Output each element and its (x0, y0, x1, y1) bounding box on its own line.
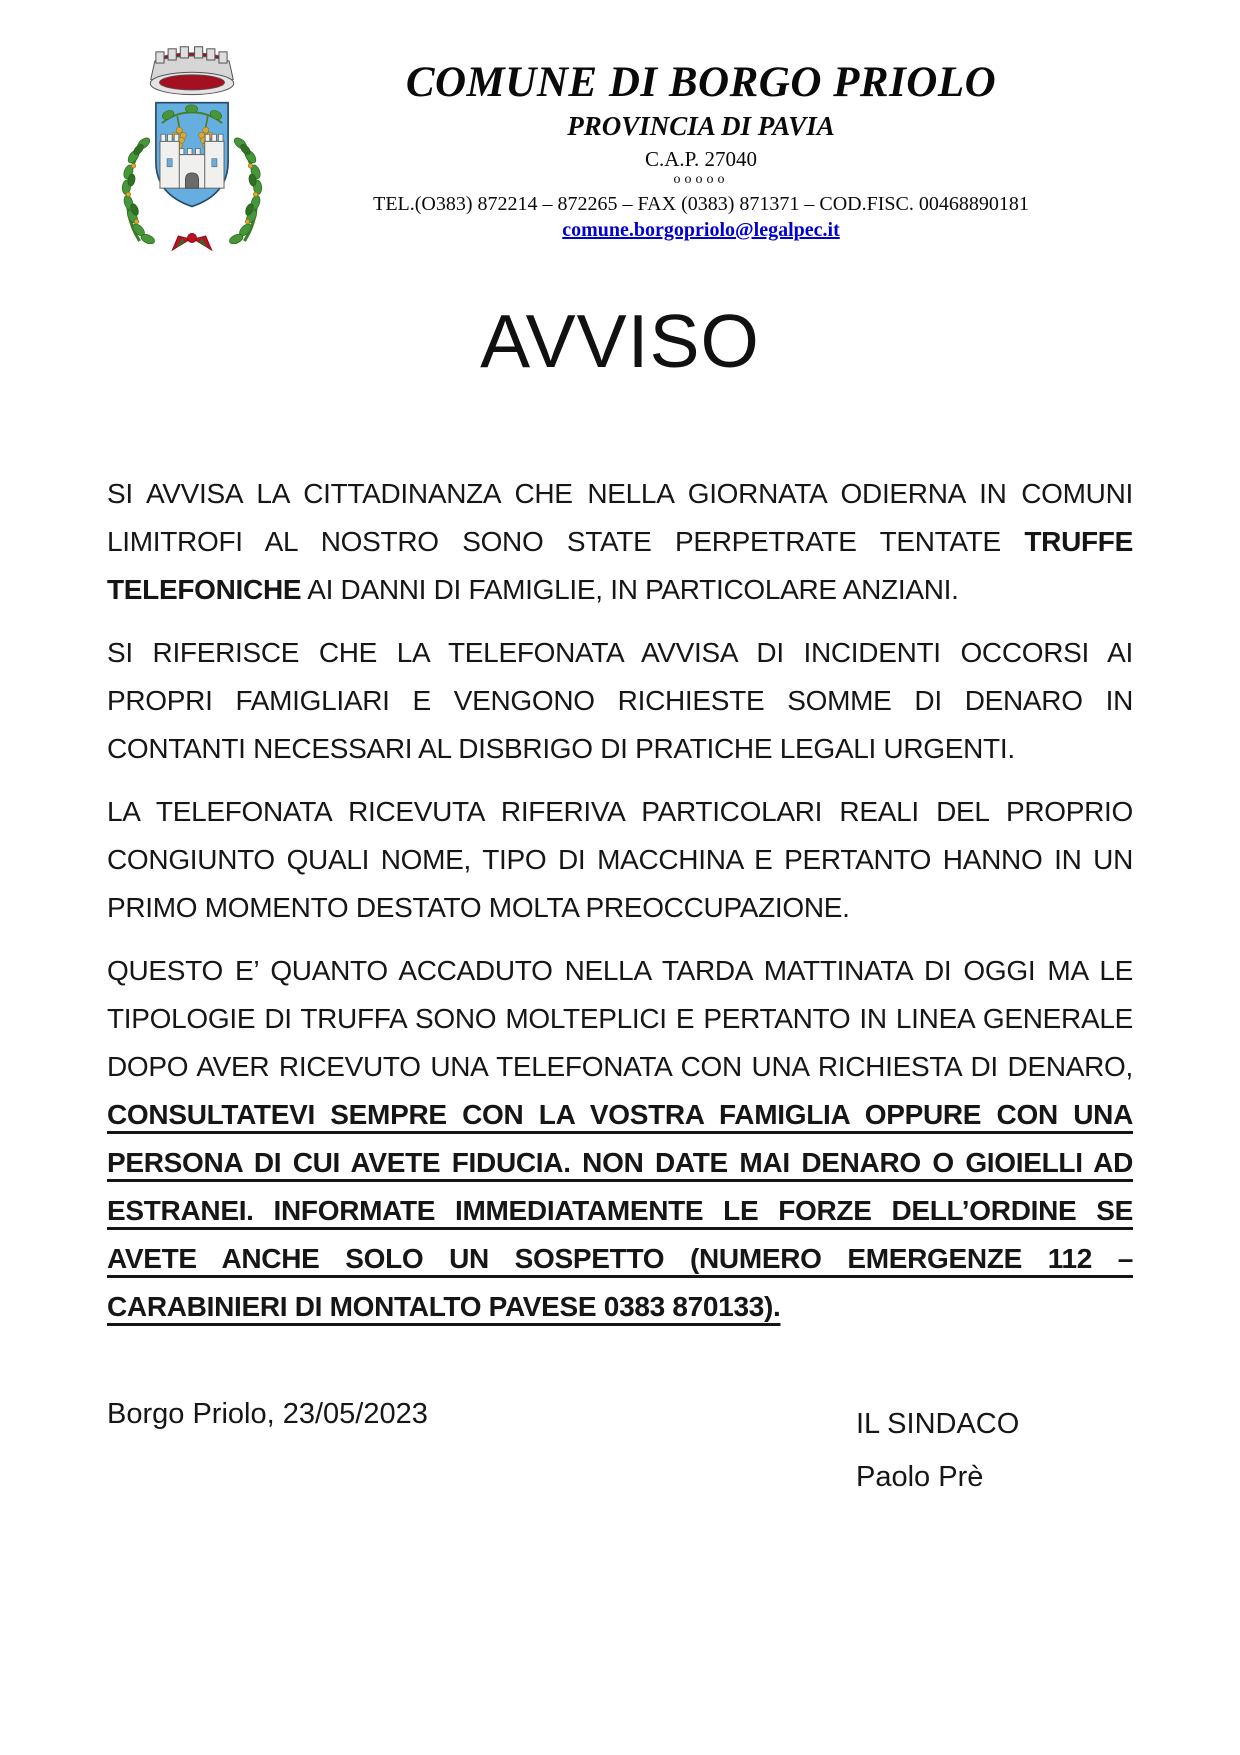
signature-block (856, 1398, 1019, 1504)
paragraph-2 (107, 629, 1133, 773)
notice-body (107, 470, 1133, 1346)
paragraph-1-text: SI AVVISA LA CITTADINANZA CHE NELLA GIORNATA ODIERNA IN COMUNI LIMITROFI AL NOSTRO SONO STATE PERPETRATE TENTATE (107, 478, 1133, 557)
signature-title: IL SINDACO (856, 1408, 1020, 1440)
contact-line: TEL.(O383) 872214 – 872265 – FAX (0383) 871371 – COD.FISC. 00468890181 (373, 193, 1029, 216)
page-title: AVVISO (480, 299, 760, 383)
municipal-coat-of-arms (103, 44, 281, 254)
paragraph-4 (107, 947, 1133, 1331)
shield-icon (156, 103, 228, 207)
signature-name: Paolo Prè (856, 1461, 984, 1493)
email-link[interactable]: comune.borgopriolo@legalpec.it (562, 219, 840, 242)
mural-crown-icon (150, 47, 233, 95)
paragraph-3-text: LA TELEFONATA RICEVUTA RIFERIVA PARTICOLARI REALI DEL PROPRIO CONGIUNTO QUALI NOME, TIPO DI MACCHINA E PERTANTO HANNO IN UN PRIMO MOMENTO DESTATO MOLTA PREOCCUPAZIONE. (107, 796, 1133, 923)
paragraph-1 (107, 470, 1133, 614)
letterhead (330, 58, 1072, 242)
paragraph-1-text-end: AI DANNI DI FAMIGLIE, IN PARTICOLARE ANZIANI. (301, 574, 959, 605)
email-row (330, 219, 1072, 242)
province-name: PROVINCIA DI PAVIA (567, 111, 835, 142)
postal-code: C.A.P. 27040 (644, 147, 758, 172)
paragraph-1-bold-text: TRUFFE TELEFONICHE (107, 526, 1133, 605)
paragraph-2-text: SI RIFERISCE CHE LA TELEFONATA AVVISA DI INCIDENTI OCCORSI AI PROPRI FAMIGLIARI E VENGONO RICHIESTE SOMME DI DENARO IN CONTANTI NECESSARI AL DISBRIGO DI PRATICHE LEGALI URGENTI. (107, 637, 1133, 764)
paragraph-4-text: QUESTO E’ QUANTO ACCADUTO NELLA TARDA MATTINATA DI OGGI MA LE TIPOLOGIE DI TRUFFA SONO MOLTEPLICI E PERTANTO IN LINEA GENERALE DOPO AVER RICEVUTO UNA TELEFONATA CON UNA RICHIESTA DI DENARO, (107, 955, 1133, 1082)
separator-dots: ooooo (673, 172, 729, 188)
paragraph-4-warning-text: CONSULTATEVI SEMPRE CON LA VOSTRA FAMIGLIA OPPURE CON UNA PERSONA DI CUI AVETE FIDUCIA. NON DATE MAI DENARO O GIOIELLI AD ESTRANEI. INFORMATE IMMEDIATAMENTE LE FORZE DELL’ORDINE SE AVETE ANCHE SOLO UN SOSPETTO (NUMERO EMERGENZE 112 – CARABINIERI DI MONTALTO PAVESE 0383 870133). (107, 1099, 1133, 1322)
ribbon-icon (172, 233, 212, 250)
place-and-date: Borgo Priolo, 23/05/2023 (107, 1398, 428, 1430)
paragraph-3 (107, 788, 1133, 932)
municipality-name: COMUNE DI BORGO PRIOLO (405, 59, 997, 106)
